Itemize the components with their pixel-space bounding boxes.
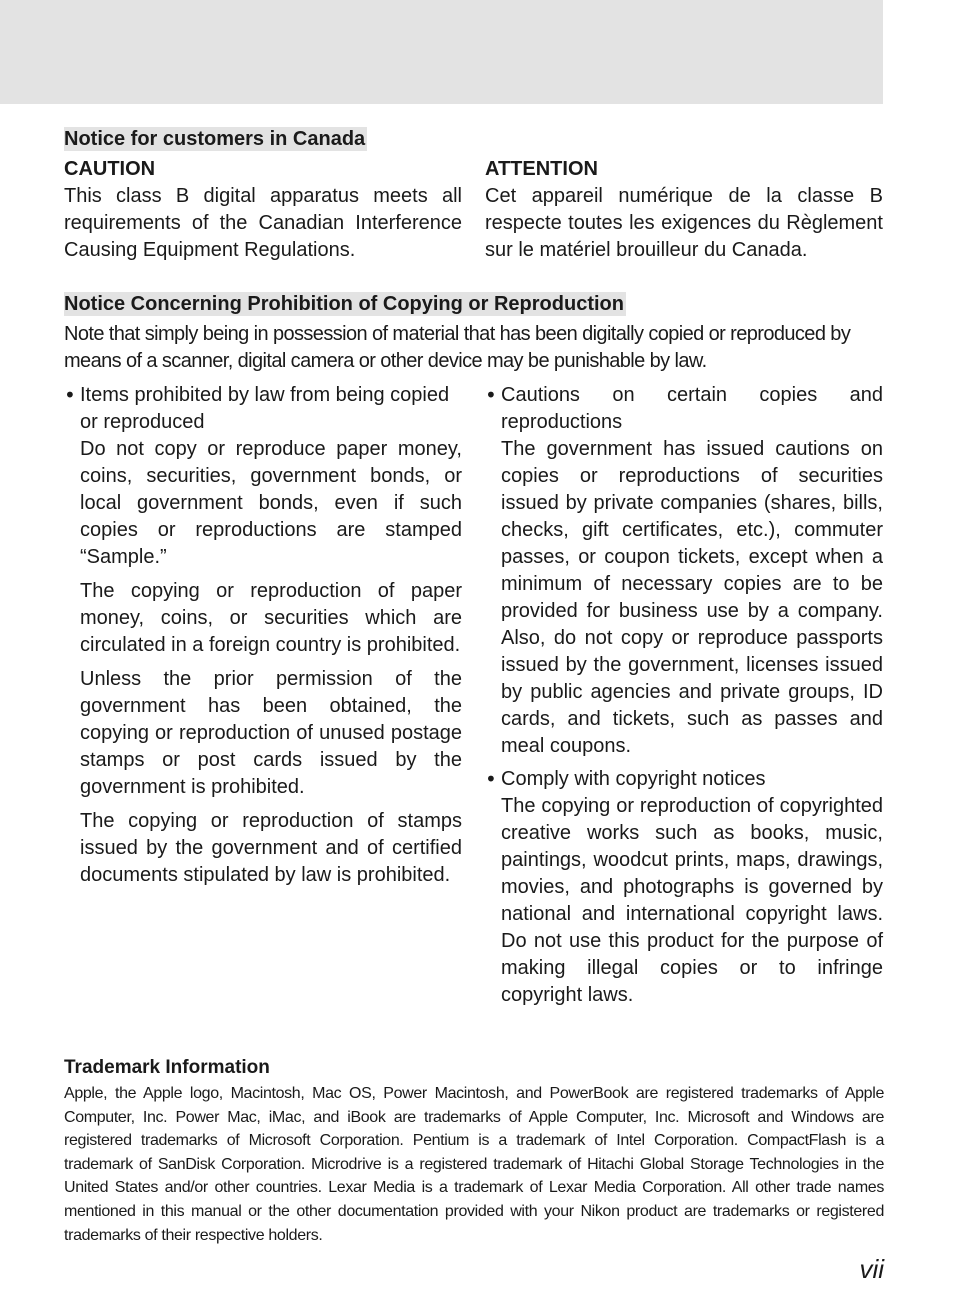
item-title: Comply with copyright notices <box>501 768 766 790</box>
trademark-text: Apple, the Apple logo, Macintosh, Mac OS, Power Macintosh, and PowerBook are registered trademarks of Apple Computer, Inc. Power Mac, iMac, and iBook are trademarks of Apple Computer, Inc. Microsoft and Windows are registered trademarks of Microsoft Corporation. Pentium is a trademark of Intel Corporation. CompactFlash is a trademark of SanDisk Corporation. Microdrive is a registered trademark of Hitachi Global Storage Technologies in the United States and/or other countries. Lexar Media is a trademark of Lexar Media Corporation. All other trade names mentioned in this manual or the other documentation provided with your Nikon product are trademarks or registered trademarks of their respective holders. <box>64 1085 884 1244</box>
caution-text: This class B digital apparatus meets all requirements of the Canadian Interference Causing Equipment Regulations. <box>64 185 462 261</box>
copying-heading: Notice Concerning Prohibition of Copying or Reproduction <box>64 293 624 315</box>
list-item <box>485 766 883 1009</box>
left-column <box>64 382 462 889</box>
right-column <box>485 382 883 1009</box>
attention-text: Cet appareil numérique de la classe B respecte toutes les exigences du Règlement sur le matériel brouilleur du Canada. <box>485 185 883 261</box>
page-number: vii <box>859 1254 884 1284</box>
paragraph: Unless the prior permission of the government has been obtained, the copying or reproduction of unused postage stamps or post cards issued by the government is prohibited. <box>80 668 462 798</box>
bullet-icon: • <box>485 767 497 791</box>
list-item <box>64 382 462 889</box>
list-item <box>485 382 883 760</box>
item-title: Cautions on certain copies and reproductions <box>501 384 883 433</box>
trademark-section <box>64 1056 884 1247</box>
canada-heading: Notice for customers in Canada <box>64 128 366 150</box>
item-title: Items prohibited by law from being copied or reproduced <box>80 384 450 433</box>
paragraph: The government has issued cautions on copies or reproductions of securities issued by private companies (shares, bills, checks, gift certificates, etc.), commuter passes, or coupon tickets, except when a minimum of necessary copies are to be provided for business use by a company. Also, do not copy or reproduce passports issued by the government, licenses issued by public agencies and private groups, ID cards, and tickets, such as passes and meal coupons. <box>501 438 883 757</box>
paragraph: The copying or reproduction of stamps issued by the government and of certified documents stipulated by law is prohibited. <box>80 810 462 886</box>
caution-title: CAUTION <box>64 158 156 180</box>
copying-intro: Note that simply being in possession of material that has been digitally copied or reproduced by means of a scanner, digital camera or other device may be punishable by law. <box>64 323 851 372</box>
paragraph: Do not copy or reproduce paper money, coins, securities, government bonds, or local government bonds, even if such copies or reproductions are stamped “Sample.” <box>80 438 462 568</box>
attention-title: ATTENTION <box>485 158 598 180</box>
attention-block <box>485 156 883 264</box>
bullet-icon: • <box>64 383 76 407</box>
copying-section <box>64 292 626 316</box>
paragraph: The copying or reproduction of paper money, coins, or securities which are circulated in a foreign country is prohibited. <box>80 580 462 656</box>
bullet-icon: • <box>485 383 497 407</box>
canada-section <box>64 127 367 151</box>
trademark-title: Trademark Information <box>64 1057 270 1078</box>
caution-block <box>64 156 462 264</box>
header-band <box>0 0 883 104</box>
paragraph: The copying or reproduction of copyrighted creative works such as books, music, paintings, woodcut prints, maps, drawings, movies, and photographs is governed by national and international copyright laws. Do not use this product for the purpose of making illegal copies or to infringe copyright laws. <box>501 795 883 1006</box>
